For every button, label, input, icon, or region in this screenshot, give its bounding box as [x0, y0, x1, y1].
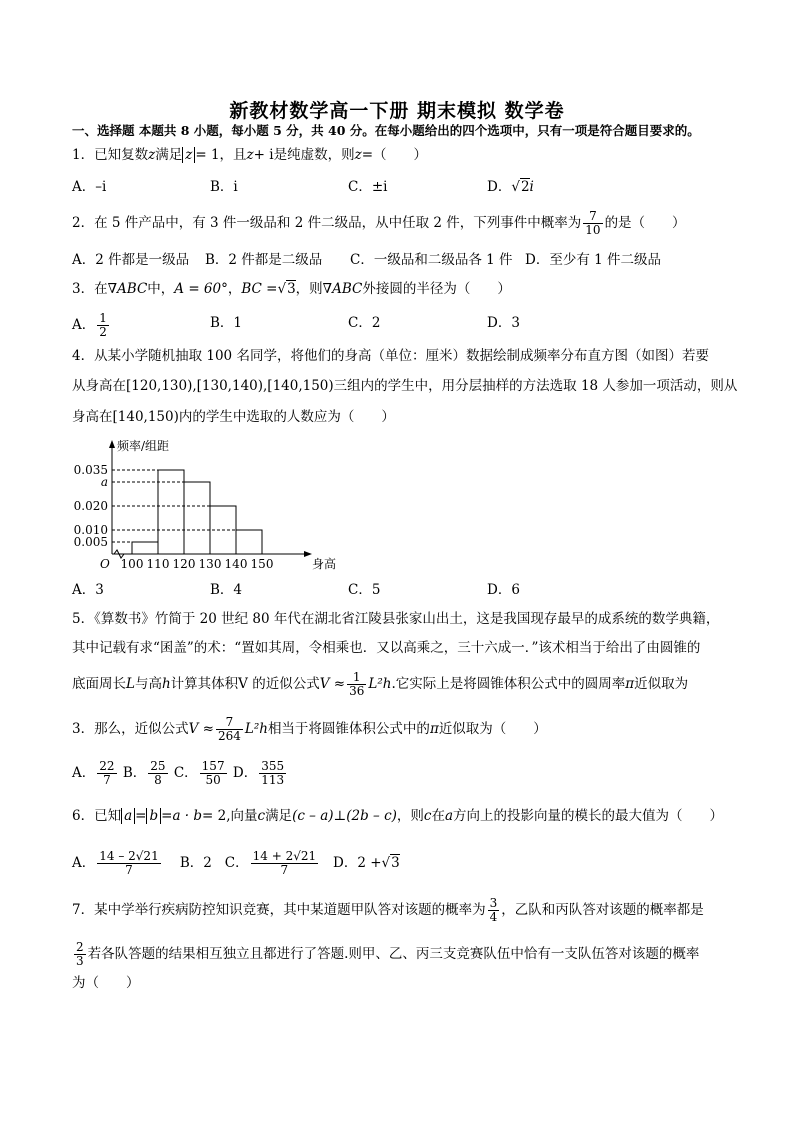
section-heading: 一、选择题 本题共 8 小题，每小题 5 分，共 40 分。在每小题给出的四个选项中，只有一项是符合题目要求的。: [72, 123, 700, 138]
q5-option-a[interactable]: A． $\frac{22}{7}$: [72, 759, 115, 787]
y-axis-label: 频率/组距: [117, 439, 170, 453]
y-axis-arrow: [109, 440, 115, 448]
question-7-line-3: 为（ ）: [72, 975, 140, 991]
histogram-bar: [236, 530, 262, 554]
question-4-line-3: 身高在[140,150)内的学生中选取的人数应为（ ）: [72, 409, 395, 425]
x-tick-label: 110: [146, 557, 170, 571]
question-4-line-1: 4．从某小学随机抽取 100 名同学，将他们的身高（单位：厘米）数据绘制成频率分布直方图（如图）若要: [72, 348, 709, 364]
y-tick-label: a: [100, 475, 108, 489]
x-tick-label: 100: [120, 557, 144, 571]
question-3-stem: 3．在∇ABC中，A = 60°，BC =√3，则∇ABC外接圆的半径为（ ）: [72, 281, 511, 297]
y-tick-label: 0.035: [73, 463, 108, 477]
q6-option-a[interactable]: A． $\frac{14 - 2√21}{7}$: [72, 849, 159, 877]
q1-option-b[interactable]: B．i: [210, 179, 238, 195]
question-5-line-4: 3．那么，近似公式V ≈ $\frac{7}{264}$ L²h相当于将圆锥体积公式中的π近似取为（ ）: [72, 715, 547, 743]
q4-option-c[interactable]: C．5: [348, 582, 381, 598]
q6-option-d[interactable]: D．2 +√3: [333, 855, 400, 871]
question-5-line-2: 其中记载有求“囷盖”的术：“置如其周，令相乘也．又以高乘之，三十六成一．”该术相当于给出了由圆锥的: [72, 640, 701, 656]
histogram-bar: [184, 482, 210, 554]
x-tick-label: 150: [250, 557, 274, 571]
x-tick-label: 130: [198, 557, 222, 571]
q3-option-c[interactable]: C．2: [348, 315, 381, 331]
question-6-stem: 6．已知 a = b =a · b= 2,向量c满足(c – a)⊥(2b – c)，则c在a方向上的投影向量的模长的最大值为（ ）: [72, 808, 724, 824]
y-tick-label: 0.010: [73, 523, 108, 537]
q4-option-a[interactable]: A．3: [72, 582, 104, 598]
q2-option-b[interactable]: B．2 件都是二级品: [205, 252, 323, 268]
q2-option-a[interactable]: A．2 件都是一级品: [72, 252, 190, 268]
q1-option-c[interactable]: C．±i: [348, 179, 388, 195]
q6-option-b[interactable]: B．2: [179, 855, 212, 871]
y-tick-label: 0.020: [73, 499, 108, 513]
q2-option-c[interactable]: C．一级品和二级品各 1 件: [350, 252, 513, 268]
q2-option-d[interactable]: D．至少有 1 件二级品: [525, 252, 661, 268]
histogram-bar: [158, 470, 184, 554]
q5-option-c[interactable]: C． $\frac{157}{50}$: [173, 759, 225, 787]
question-4-line-2: 从身高在[120,130),[130,140),[140,150)三组内的学生中，用分层抽样的方法选取 18 人参加一项活动，则从: [72, 378, 738, 394]
abs-z: z: [182, 147, 195, 163]
question-7-line-1: 7．某中学举行疾病防控知识竞赛，其中某道题甲队答对该题的概率为 $\frac{3}{4}$ ，乙队和丙队答对该题的概率都是: [72, 896, 704, 924]
q4-option-d[interactable]: D．6: [487, 582, 520, 598]
q4-option-b[interactable]: B．4: [210, 582, 243, 598]
q3-option-a[interactable]: A． $\frac{1}{2}$: [72, 311, 107, 339]
histogram-bar: [132, 542, 158, 554]
q6-option-c[interactable]: C． $\frac{14 + 2√21}{7}$: [224, 849, 317, 877]
x-tick-label: 140: [224, 557, 248, 571]
x-tick-label: 120: [172, 557, 196, 571]
q3-option-b[interactable]: B．1: [210, 315, 243, 331]
frequency-histogram: [70, 436, 337, 574]
q5-option-b[interactable]: B． $\frac{25}{8}$: [122, 759, 166, 787]
q3-option-d[interactable]: D．3: [487, 315, 520, 331]
q5-option-d[interactable]: D． $\frac{355}{113}$: [232, 759, 285, 787]
q2-fraction: $\frac{7}{10}$: [585, 209, 601, 237]
origin-label: O: [100, 557, 110, 571]
question-2-stem: 2．在 5 件产品中，有 3 件一级品和 2 件二级品，从中任取 2 件，下列事件中概率为 $\frac{7}{10}$ 的是（ ）: [72, 209, 686, 237]
q5-options: [72, 760, 288, 787]
x-axis-label: 身高: [312, 557, 337, 571]
q6-options: [72, 850, 400, 877]
question-5-line-3: 底面周长L与高h计算其体积V 的近似公式V ≈ $\frac{1}{36}$ L²h.它实际上是将圆锥体积公式中的圆周率π近似取为: [72, 670, 689, 698]
question-7-line-2: $\frac{2}{3}$ 若各队答题的结果相互独立且都进行了答题.则甲、乙、丙三支竞赛队伍中恰有一支队伍答对该题的概率: [76, 940, 700, 968]
q1-option-a[interactable]: A．–i: [72, 179, 107, 195]
question-1-stem: 1．已知复数z满足 z = 1，且z+ i是纯虚数，则z=（ ）: [72, 147, 428, 163]
question-5-line-1: 5．《算数书》竹简于 20 世纪 80 年代在湖北省江陵县张家山出土，这是我国现存最早的成系统的数学典籍，: [72, 611, 720, 627]
x-axis-arrow: [304, 551, 312, 557]
page-title: 新教材数学高一下册 期末模拟 数学卷: [229, 100, 565, 122]
q1-option-d[interactable]: D．√2i: [487, 179, 534, 195]
y-tick-label: 0.005: [73, 535, 108, 549]
